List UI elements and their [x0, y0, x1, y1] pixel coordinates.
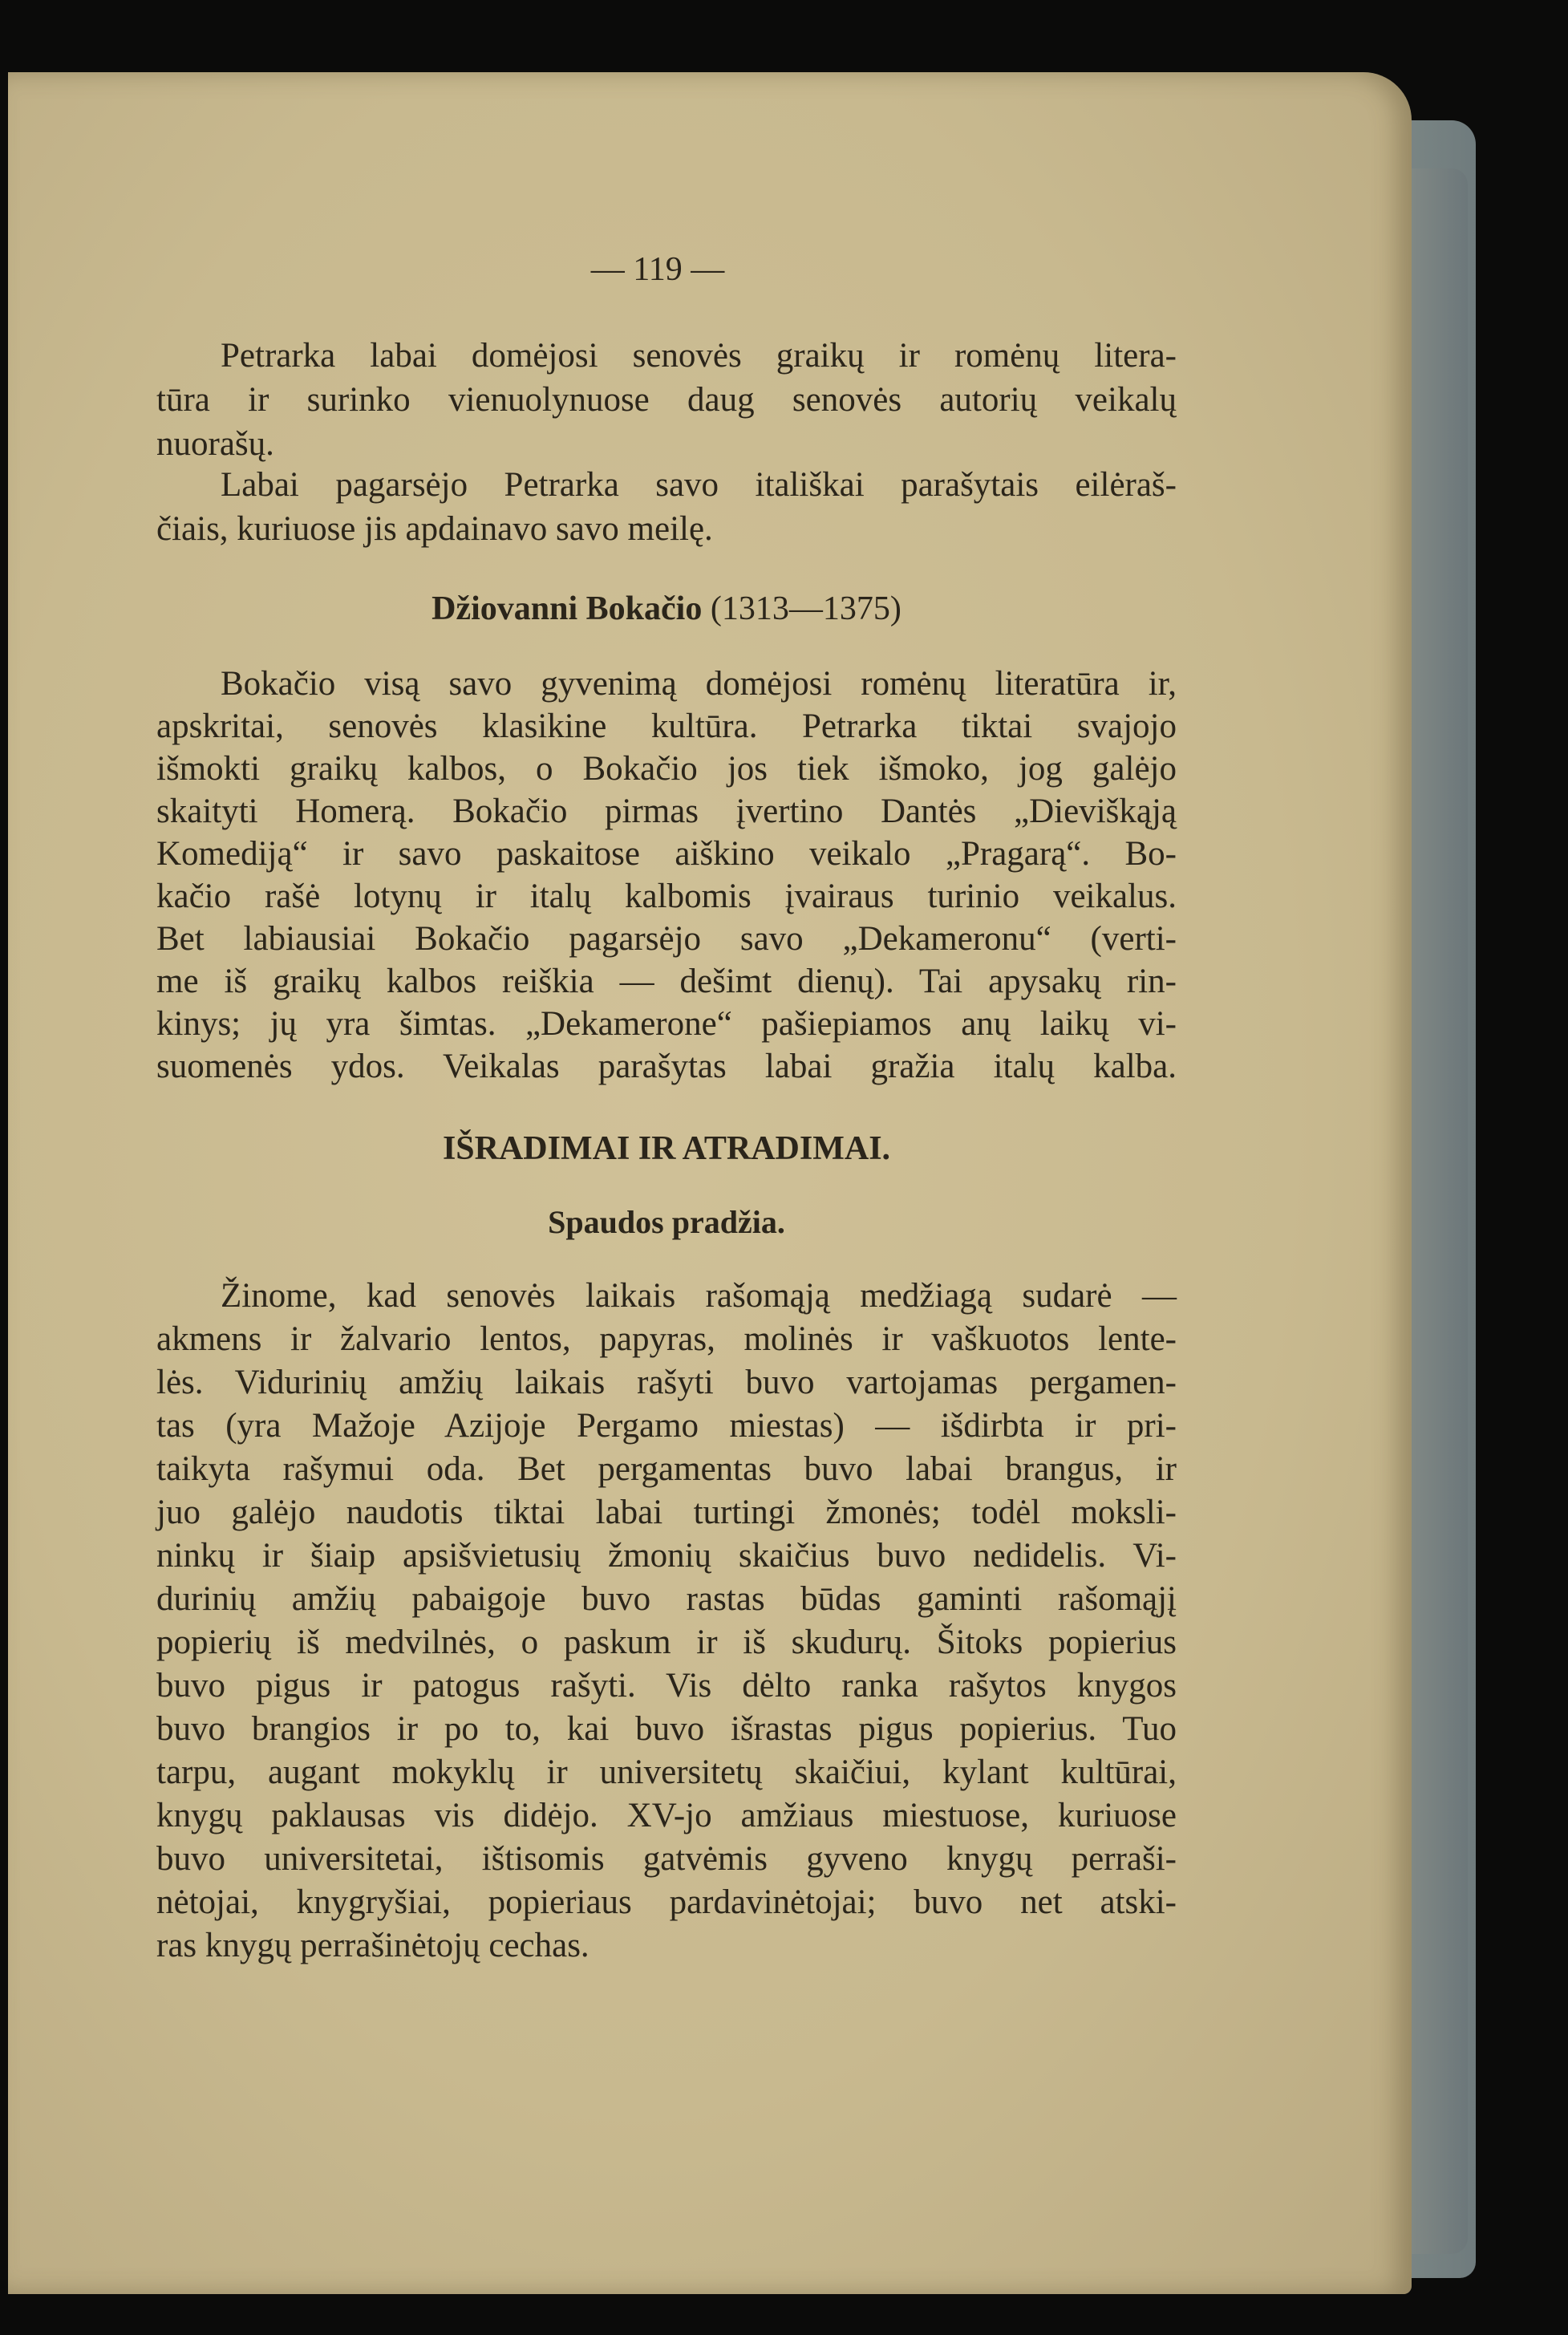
text-line: tas (yra Mažoje Azijoje Pergamo miestas) — išdirbta ir pri- [156, 1407, 1177, 1445]
text-line: Petrarka labai domėjosi senovės graikų ir romėnų litera- [221, 337, 1177, 375]
text-line: buvo pigus ir patogus rašyti. Vis dėlto ranka rašytos knygos [156, 1667, 1177, 1705]
paragraph-2 [156, 463, 1177, 551]
text-line: skaityti Homerą. Bokačio pirmas įvertino Dantės „Dieviškąją [156, 793, 1177, 830]
text-line: ras knygų perrašinėtojų cechas. [156, 1927, 590, 1964]
text-line: knygų paklausas vis didėjo. XV-jo amžiaus miestuose, kuriuose [156, 1797, 1177, 1834]
text-line: buvo brangios ir po to, kai buvo išrastas pigus popierius. Tuo [156, 1710, 1177, 1748]
section-heading-years: (1313—1375) [710, 590, 901, 627]
section-heading-name: Džiovanni Bokačio [432, 590, 703, 627]
paragraph-3 [156, 663, 1177, 1088]
text-line: me iš graikų kalbos reiškia — dešimt dienų). Tai apysakų rin- [156, 963, 1177, 1000]
text-line: nuorašų. [156, 425, 274, 463]
text-line: Bokačio visą savo gyvenimą domėjosi romėnų literatūra ir, [221, 665, 1177, 703]
text-line: popierių iš medvilnės, o paskum ir iš skudurų. Šitoks popierius [156, 1624, 1177, 1661]
text-line: tarpu, augant mokyklų ir universitetų skaičiui, kylant kultūrai, [156, 1753, 1177, 1791]
text-line: čiais, kuriuose jis apdainavo savo meilę. [156, 510, 713, 548]
paragraph-1 [156, 334, 1177, 466]
text-line: Komediją“ ir savo paskaitose aiškino veikalo „Pragarą“. Bo- [156, 835, 1177, 873]
subheading: Spaudos pradžia. [548, 1204, 785, 1240]
text-line: apskritai, senovės klasikine kultūra. Petrarka tiktai svajojo [156, 707, 1177, 745]
text-line: durinių amžių pabaigoje buvo rastas būdas gaminti rašomąjį [156, 1580, 1177, 1618]
text-line: išmokti graikų kalbos, o Bokačio jos tiek išmoko, jog galėjo [156, 750, 1177, 788]
text-line: juo galėjo naudotis tiktai labai turtingi žmonės; todėl moksli- [156, 1494, 1177, 1531]
text-line: Labai pagarsėjo Petrarka savo itališkai parašytais eilėraš- [221, 466, 1177, 504]
text-line: taikyta rašymui oda. Bet pergamentas buvo labai brangus, ir [156, 1450, 1177, 1488]
text-line: kinys; jų yra šimtas. „Dekamerone“ pašiepiamos anų laikų vi- [156, 1005, 1177, 1043]
text-line: kačio rašė lotynų ir italų kalbomis įvairaus turinio veikalus. [156, 878, 1177, 915]
text-line: akmens ir žalvario lentos, papyras, molinės ir vaškuotos lente- [156, 1320, 1177, 1358]
text-line: tūra ir surinko vienuolynuose daug senovės autorių veikalų [156, 381, 1177, 419]
text-line: nėtojai, knygryšiai, popieriaus pardavinėtojai; buvo net atski- [156, 1883, 1177, 1921]
text-line: suomenės ydos. Veikalas parašytas labai gražia italų kalba. [156, 1048, 1177, 1085]
text-line: Bet labiausiai Bokačio pagarsėjo savo „Dekameronu“ (verti- [156, 920, 1177, 958]
text-line: Žinome, kad senovės laikais rašomąją medžiagą sudarė — [221, 1277, 1177, 1315]
section-heading [156, 590, 1177, 628]
text-line: buvo universitetai, ištisomis gatvėmis gyveno knygų perraši- [156, 1840, 1177, 1878]
page-number: — 119 — [590, 251, 725, 288]
text-line: lės. Vidurinių amžių laikais rašyti buvo vartojamas pergamen- [156, 1364, 1177, 1401]
chapter-heading: IŠRADIMAI IR ATRADIMAI. [442, 1130, 891, 1167]
text-line: ninkų ir šiaip apsišvietusių žmonių skaičius buvo nedidelis. Vi- [156, 1537, 1177, 1575]
paragraph-4 [156, 1275, 1177, 1968]
